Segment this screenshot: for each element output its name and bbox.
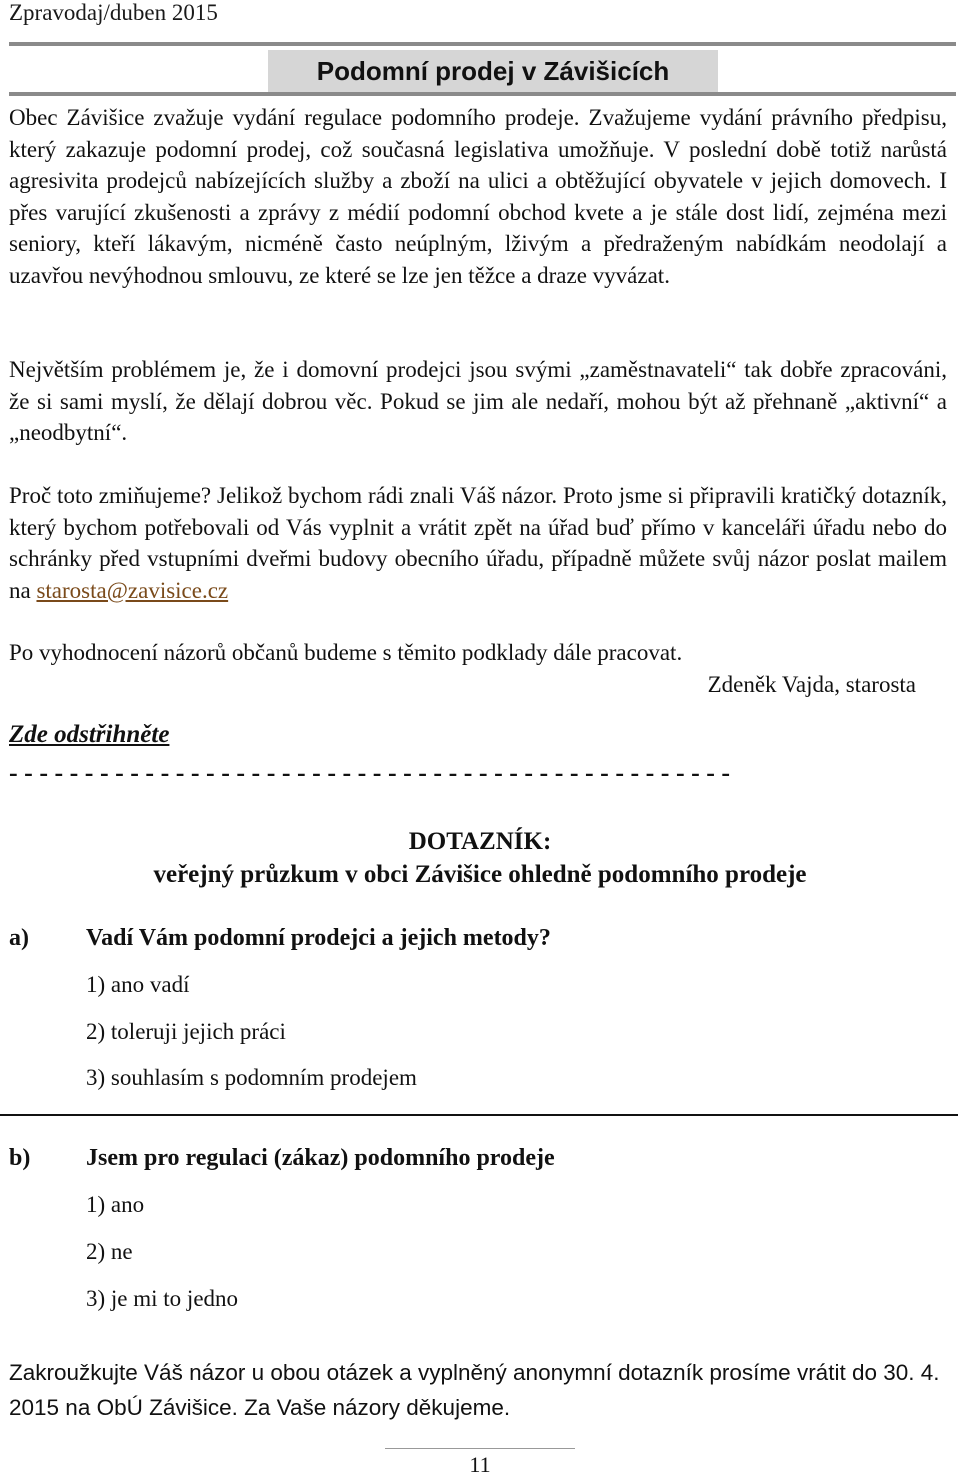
- article-paragraph-4: Po vyhodnocení názorů občanů budeme s těmito podklady dále pracovat.: [9, 640, 683, 665]
- questionnaire-subtitle: veřejný průzkum v obci Závišice ohledně podomního prodeje: [153, 861, 807, 888]
- question-a-option-1: 1) ano vadí: [86, 972, 190, 997]
- closing-instructions: Zakroužkujte Váš názor u obou otázek a vyplněný anonymní dotazník prosíme vrátit do 30. 4. 2015 na ObÚ Závišice. Za Vaše názory děkujeme.: [9, 1360, 940, 1420]
- article-title: Podomní prodej v Závišicích: [268, 50, 718, 92]
- question-b-text: Jsem pro regulaci (zákaz) podomního prodeje: [86, 1145, 555, 1171]
- cut-here-label: Zde odstřihněte: [9, 721, 170, 748]
- article-paragraph-2: Největším problémem je, že i domovní prodejci jsou svými „zaměstnavateli“ tak dobře zpracováni, že si sami myslí, že dělají dobrou věc. Pokud se jim ale nedaří, mohou být až přehnaně „aktivní“ a „neodbytní“.: [9, 357, 947, 445]
- question-a-option-2: 2) toleruji jejich práci: [86, 1019, 286, 1044]
- email-link[interactable]: starosta@zavisice.cz: [36, 577, 229, 603]
- article-paragraph-3-text: Proč toto zmiňujeme? Jelikož bychom rádi znali Váš názor. Proto jsme si připravili kratičký dotazník, který bychom potřebovali od Vás vyplnit a vrátit zpět na úřad buď přímo v kanceláři úřadu nebo do schránky před vstupními dveřmi budovy obecního úřadu, případně můžete svůj názor poslat mailem na: [9, 483, 947, 603]
- newsletter-header: Zpravodaj/duben 2015: [9, 0, 218, 25]
- cut-line: - - - - - - - - - - - - - - - - - - - - - - - - - - - - - - - - - - - - - - - - - - - - - - - -: [9, 758, 731, 787]
- title-divider: [9, 92, 956, 96]
- question-b-option-2: 2) ne: [86, 1239, 133, 1264]
- question-a-option-3: 3) souhlasím s podomním prodejem: [86, 1065, 417, 1090]
- footer-divider: [385, 1448, 575, 1449]
- question-b-option-3: 3) je mi to jedno: [86, 1286, 239, 1311]
- page-number: 11: [469, 1452, 491, 1477]
- article-paragraph-1: Obec Závišice zvažuje vydání regulace podomního prodeje. Zvažujeme vydání právního předpisu, který zakazuje podomní prodej, což současná legislativa umožňuje. V poslední době totiž narůstá agresivita prodejců nabízejících služby a zboží na ulici a obtěžující obyvatele v jejich domovech. I přes varující zkušenosti a zprávy z médií podomní obchod kvete a je stále dost lidí, zejména mezi seniory, kteří lákavým, nicméně často neúplným, lživým a předraženým nabídkám neodolají a uzavřou nevýhodnou smlouvu, ze které se lze jen těžce a draze vyvázat.: [9, 105, 947, 288]
- article-paragraph-3: [9, 480, 947, 606]
- signature: Zdeněk Vajda, starosta: [707, 672, 916, 697]
- header-divider: [9, 42, 956, 46]
- question-a-letter: a): [9, 925, 29, 951]
- question-b-letter: b): [9, 1145, 31, 1171]
- questionnaire-title: DOTAZNÍK:: [408, 828, 552, 855]
- question-a-text: Vadí Vám podomní prodejci a jejich metody?: [86, 925, 551, 951]
- question-separator: [0, 1114, 958, 1116]
- question-b-option-1: 1) ano: [86, 1192, 145, 1217]
